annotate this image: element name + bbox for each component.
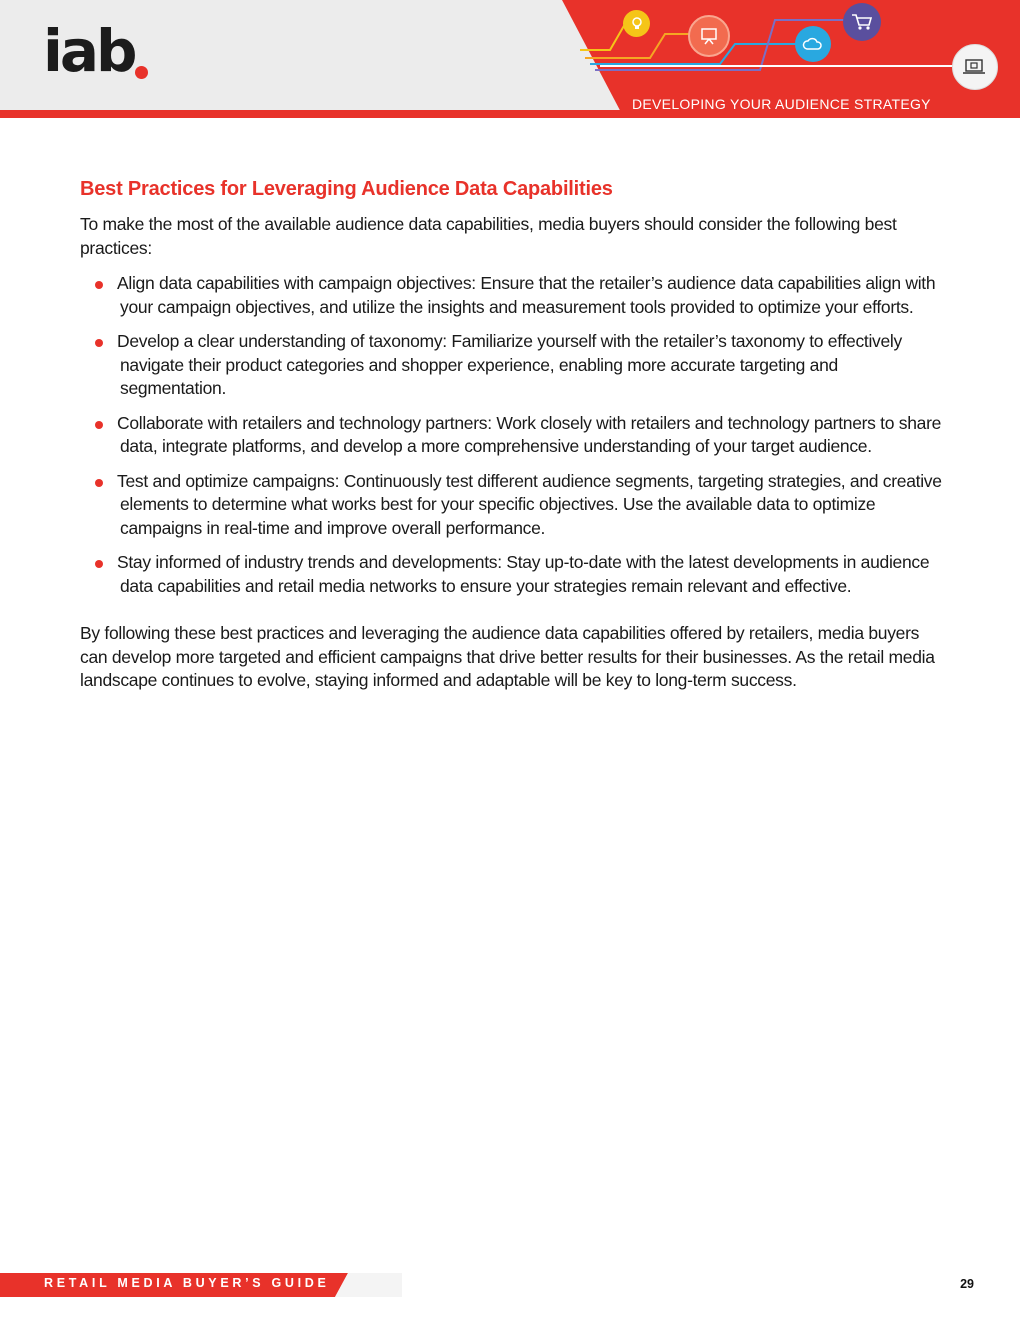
bullet-lead-text: Stay informed of industry trends and developments: Stay up-to-date with the latest developments in audience: [117, 552, 930, 572]
bullet-icon: [95, 281, 103, 289]
bullet-icon: [95, 560, 103, 568]
list-item: [80, 272, 946, 319]
bullet-text: data capabilities and retail media networks to ensure your strategies remain relevant and effective.: [120, 575, 852, 596]
bullet-text: creative elements to determine what works best for your specific objectives. Use the available data to optimize campaigns in real-time and improve overall performance.: [120, 470, 942, 538]
bullet-icon: [95, 339, 103, 347]
bullet-icon: [95, 421, 103, 429]
iab-logo-dot: [135, 66, 148, 79]
closing-paragraph: By following these best practices and leveraging the audience data capabilities offered by retailers, media buyers can develop more targeted and efficient campaigns that drive better results for their businesses. As the retail media landscape continues to evolve, staying informed and adaptable will be key to long-term success.: [80, 623, 935, 690]
page-number: 29: [960, 1277, 974, 1291]
bullet-text: effectively navigate their product categories and shopper experience, enabling more accurate targeting and segmentation.: [120, 331, 902, 398]
best-practices-list: [80, 272, 946, 598]
page-header: [0, 0, 1020, 118]
lightbulb-icon: [623, 10, 650, 37]
list-item: [80, 412, 946, 459]
header-section-title: DEVELOPING YOUR AUDIENCE STRATEGY: [632, 96, 931, 112]
list-item: [80, 330, 946, 401]
bullet-icon: [95, 479, 103, 487]
bullet-lead-text: Collaborate with retailers and technology partners: Work closely with retailers and technology partners to: [117, 412, 895, 433]
intro-paragraph: To make the most of the available audience data capabilities, media buyers should consider the following best practices:: [80, 214, 897, 258]
bullet-lead-text: Develop a clear understanding of taxonomy: Familiarize yourself with the retailer’s taxonomy to: [117, 331, 824, 351]
list-item: [80, 470, 946, 541]
list-item: [80, 551, 946, 598]
presentation-icon: [688, 15, 730, 57]
iab-logo: iab: [43, 17, 135, 85]
laptop-shopping-icon: [952, 44, 998, 90]
cloud-icon: [795, 26, 831, 62]
section-title: Best Practices for Leveraging Audience Data Capabilities: [80, 178, 613, 200]
main-content: [80, 178, 946, 693]
bullet-text: share data, integrate platforms, and develop a more comprehensive understanding of your target audience.: [120, 412, 942, 456]
guide-label: RETAIL MEDIA BUYER’S GUIDE: [44, 1276, 330, 1290]
shopping-cart-icon: [843, 3, 881, 41]
bullet-lead-text: Align data capabilities with campaign objectives: Ensure that the retailer’s audience data capabilities: [117, 273, 861, 293]
bullet-lead-text: Test and optimize campaigns: Continuously test different audience segments, targeting strategies, and: [117, 470, 879, 491]
bullet-text: align with your campaign objectives, and utilize the insights and measurement tools provided to optimize your efforts.: [120, 273, 936, 317]
